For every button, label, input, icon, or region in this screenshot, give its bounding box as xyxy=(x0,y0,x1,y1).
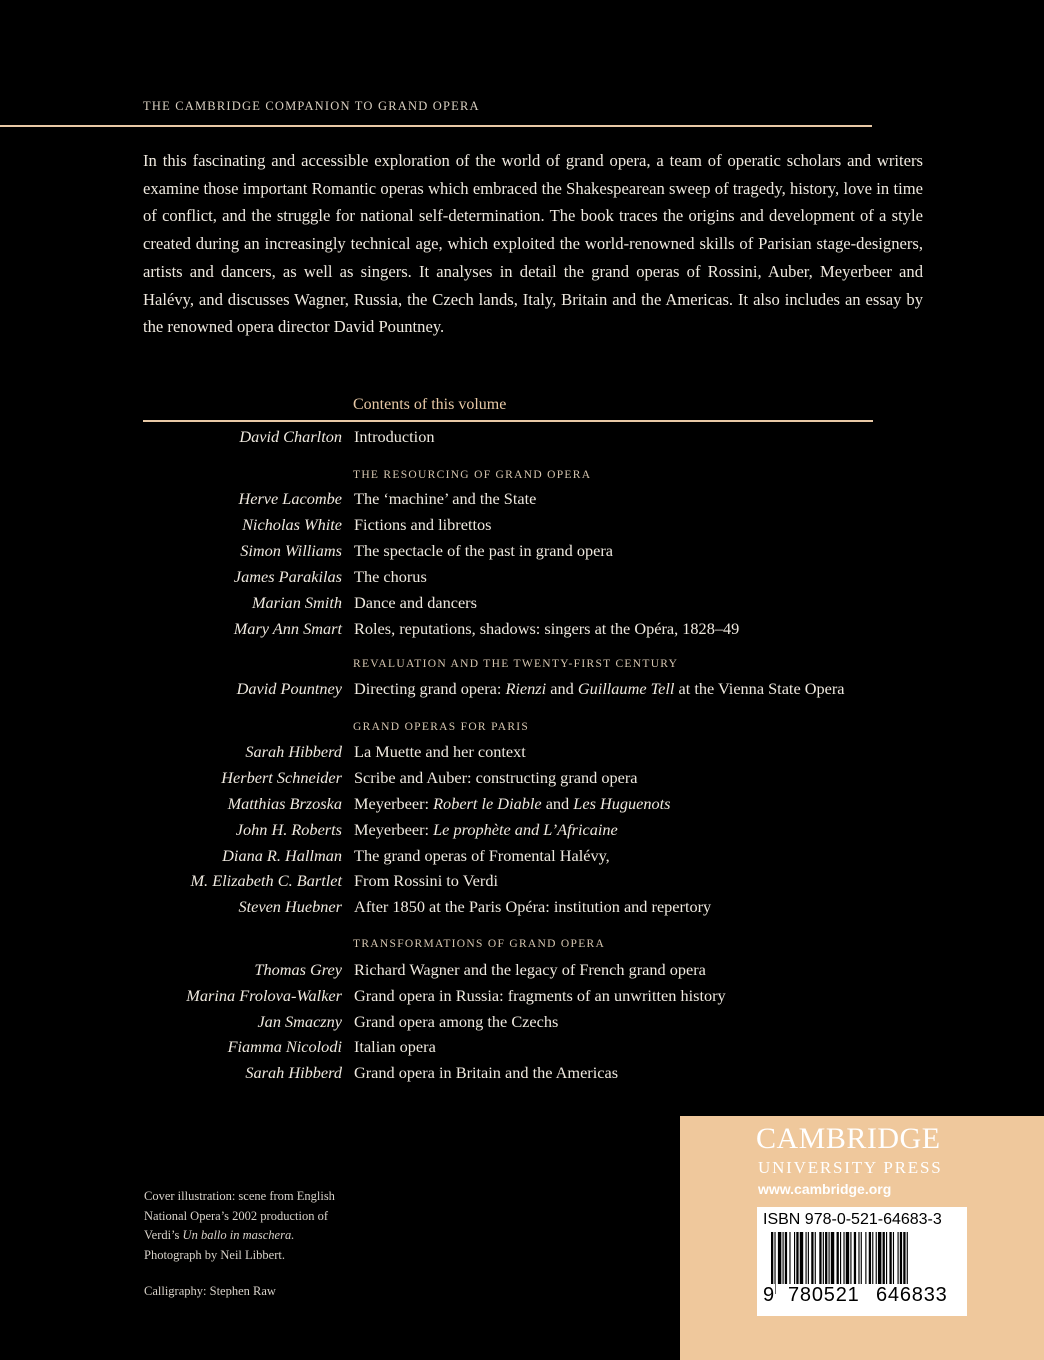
barcode-digits-right: 646833 xyxy=(876,1284,948,1306)
toc-title: Grand opera in Britain and the Americas xyxy=(354,1063,619,1082)
toc-title: Introduction xyxy=(354,427,435,446)
toc-author: Mary Ann Smart xyxy=(233,619,342,638)
section-heading: THE RESOURCING OF GRAND OPERA xyxy=(353,469,592,481)
toc-entry xyxy=(0,1012,1044,1036)
series-title: THE CAMBRIDGE COMPANION TO GRAND OPERA xyxy=(143,99,480,113)
toc-entry xyxy=(0,619,1044,643)
toc-title: La Muette and her context xyxy=(354,742,526,761)
publisher-logo-press: UNIVERSITY PRESS xyxy=(758,1158,943,1177)
toc-author: Herbert Schneider xyxy=(221,768,342,787)
toc-title: The spectacle of the past in grand opera xyxy=(354,541,614,560)
toc-entry xyxy=(0,768,1044,792)
toc-entry xyxy=(0,515,1044,539)
section-heading: TRANSFORMATIONS OF GRAND OPERA xyxy=(353,938,606,950)
toc-entry xyxy=(0,871,1044,895)
toc-author: Diana R. Hallman xyxy=(222,846,342,865)
toc-title: Grand opera in Russia: fragments of an unwritten history xyxy=(354,986,726,1005)
publisher-website: www.cambridge.org xyxy=(758,1181,892,1197)
toc-author: Nicholas White xyxy=(242,515,342,534)
toc-entry xyxy=(0,794,1044,818)
toc-author: Jan Smaczny xyxy=(257,1012,342,1031)
publisher-logo-name: CAMBRIDGE xyxy=(756,1122,941,1155)
toc-entry xyxy=(0,897,1044,921)
toc-author: James Parakilas xyxy=(233,567,342,586)
top-rule xyxy=(0,125,872,127)
toc-author: Marina Frolova-Walker xyxy=(186,986,342,1005)
toc-author: Sarah Hibberd xyxy=(245,1063,342,1082)
contents-rule xyxy=(143,420,873,422)
calligraphy-credit: Calligraphy: Stephen Raw xyxy=(144,1284,276,1298)
toc-entry xyxy=(0,960,1044,984)
barcode-lead-digit: 9 xyxy=(763,1284,775,1306)
toc-title: Roles, reputations, shadows: singers at the Opéra, 1828–49 xyxy=(354,619,740,638)
toc-entry xyxy=(0,593,1044,617)
toc-title: Meyerbeer: Robert le Diable and Les Huguenots xyxy=(354,794,671,813)
toc-author: M. Elizabeth C. Bartlet xyxy=(190,871,342,890)
toc-entry xyxy=(0,986,1044,1010)
toc-title: Directing grand opera: Rienzi and Guillaume Tell at the Vienna State Opera xyxy=(354,679,845,698)
isbn-label: ISBN 978-0-521-64683-3 xyxy=(763,1211,942,1228)
toc-author: David Pountney xyxy=(236,679,342,698)
toc-title: The ‘machine’ and the State xyxy=(354,489,537,508)
toc-entry xyxy=(0,567,1044,591)
toc-title: Richard Wagner and the legacy of French grand opera xyxy=(354,960,706,979)
toc-title: Meyerbeer: Le prophète and L’Africaine xyxy=(354,820,618,839)
toc-title: Scribe and Auber: constructing grand opera xyxy=(354,768,638,787)
toc-title: From Rossini to Verdi xyxy=(354,871,498,890)
toc-author: Marian Smith xyxy=(251,593,342,612)
toc-title: The grand operas of Fromental Halévy, xyxy=(354,846,610,865)
toc-author: Matthias Brzoska xyxy=(227,794,342,813)
section-heading: REVALUATION AND THE TWENTY-FIRST CENTURY xyxy=(353,658,679,670)
barcode-digits-left: 780521 xyxy=(788,1284,860,1306)
toc-author: John H. Roberts xyxy=(235,820,342,839)
toc-entry xyxy=(0,742,1044,766)
toc-entry xyxy=(0,1063,1044,1087)
toc-title: Fictions and librettos xyxy=(354,515,492,534)
toc-entry xyxy=(0,679,1044,703)
toc-author: Simon Williams xyxy=(240,541,342,560)
toc-title: Italian opera xyxy=(354,1037,436,1056)
toc-author: Sarah Hibberd xyxy=(245,742,342,761)
toc-entry xyxy=(0,846,1044,870)
toc-author: Herve Lacombe xyxy=(238,489,342,508)
contents-title: Contents of this volume xyxy=(353,396,507,413)
toc-title: The chorus xyxy=(354,567,427,586)
blurb: In this fascinating and accessible exploration of the world of grand opera, a team of operatic scholars and writers examine those important Romantic operas which embraced the Shakespearean sweep of tragedy, history, love in time of conflict, and the struggle for national self-determination. The book traces the origins and development of a style created during an increasingly technical age, which exploited the world-renowned skills of Parisian stage-designers, artists and dancers, as well as singers. It analyses in detail the grand operas of Rossini, Auber, Meyerbeer and Halévy, and discusses Wagner, Russia, the Czech lands, Italy, Britain and the Americas. It also includes an essay by the renowned opera director David Pountney. xyxy=(143,151,923,337)
toc-author: David Charlton xyxy=(239,427,342,446)
toc-title: After 1850 at the Paris Opéra: institution and repertory xyxy=(354,897,712,916)
cover-credits: Cover illustration: scene from English National Opera’s 2002 production of Verdi’s Un ballo in maschera. Photograph by Neil Libbert. xyxy=(144,1189,335,1262)
toc-entry xyxy=(0,1037,1044,1061)
toc-title: Dance and dancers xyxy=(354,593,477,612)
toc-author: Thomas Grey xyxy=(254,960,342,979)
toc-author: Fiamma Nicolodi xyxy=(227,1037,342,1056)
toc-title: Grand opera among the Czechs xyxy=(354,1012,559,1031)
toc-entry xyxy=(0,427,1044,451)
toc-entry xyxy=(0,489,1044,513)
toc-author: Steven Huebner xyxy=(238,897,342,916)
toc-entry xyxy=(0,541,1044,565)
toc-entry xyxy=(0,820,1044,844)
section-heading: GRAND OPERAS FOR PARIS xyxy=(353,721,530,733)
